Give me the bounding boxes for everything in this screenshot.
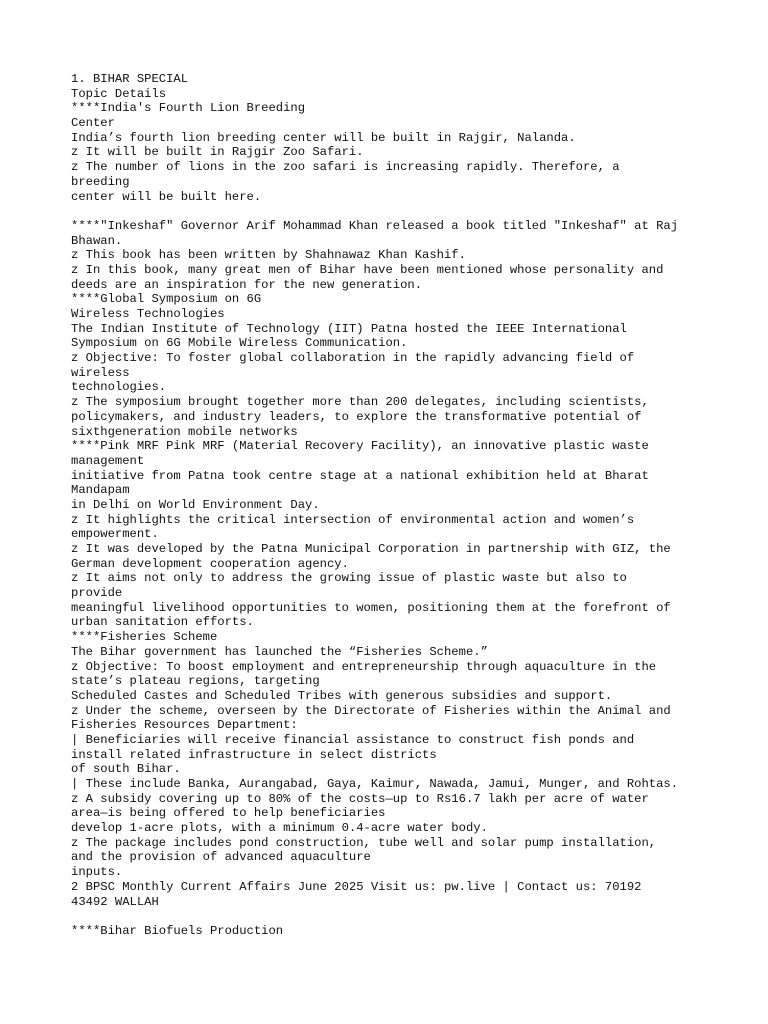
text-line: Topic Details <box>71 86 167 101</box>
text-line: ****Global Symposium on 6G <box>71 292 262 307</box>
text-line: of south Bihar. <box>71 762 181 777</box>
text-line: inputs. <box>71 865 123 880</box>
text-line: z Objective: To foster global collaboration in the rapidly advancing field of <box>71 351 635 366</box>
text-line: 43492 WALLAH <box>71 894 159 909</box>
text-line: z A subsidy covering up to 80% of the costs—up to Rs16.7 lakh per acre of water <box>71 791 649 806</box>
text-line: z The symposium brought together more than 200 delegates, including scientists, <box>71 395 649 410</box>
text-line: and the provision of advanced aquaculture <box>71 850 371 865</box>
text-line: in Delhi on World Environment Day. <box>71 497 320 512</box>
text-line: deeds are an inspiration for the new generation. <box>71 277 423 292</box>
text-line: develop 1-acre plots, with a minimum 0.4-acre water body. <box>71 821 488 836</box>
text-line: ****Pink MRF Pink MRF (Material Recovery Facility), an innovative plastic waste <box>71 439 649 454</box>
text-line: z It was developed by the Patna Municipal Corporation in partnership with GIZ, the <box>71 542 671 556</box>
text-line: z It will be built in Rajgir Zoo Safari. <box>71 145 364 160</box>
text-line: ****Bihar Biofuels Production <box>71 923 284 938</box>
text-line: Symposium on 6G Mobile Wireless Communication. <box>71 336 408 351</box>
text-line: z Under the scheme, overseen by the Directorate of Fisheries within the Animal and <box>71 703 671 718</box>
text-line: breeding <box>71 174 130 189</box>
text-line: Wireless Technologies <box>71 307 225 321</box>
text-line: Scheduled Castes and Scheduled Tribes with generous subsidies and support. <box>71 688 613 703</box>
text-line: initiative from Patna took centre stage at a national exhibition held at Bharat <box>71 468 649 483</box>
text-line: sixthgeneration mobile networks <box>71 424 298 439</box>
text-line: install related infrastructure in select districts <box>71 747 437 762</box>
text-line: meaningful livelihood opportunities to women, positioning them at the forefront of <box>71 600 671 615</box>
blank-line <box>71 909 761 924</box>
text-line: 2 BPSC Monthly Current Affairs June 2025 Visit us: pw.live | Contact us: 70192 <box>71 879 642 894</box>
text-line: z The package includes pond construction, tube well and solar pump installation, <box>71 835 657 850</box>
text-line: German development cooperation agency. <box>71 556 349 571</box>
text-line: provide <box>71 586 123 601</box>
text-line: ****"Inkeshaf" Governor Arif Mohammad Khan released a book titled "Inkeshaf" at Raj <box>71 218 679 233</box>
text-line: urban sanitation efforts. <box>71 615 254 630</box>
blank-line <box>71 204 761 219</box>
text-line: ****India's Fourth Lion Breeding <box>71 101 306 116</box>
text-line: center will be built here. <box>71 189 262 204</box>
text-line: z The number of lions in the zoo safari is increasing rapidly. Therefore, a <box>71 160 620 175</box>
text-line: 1. BIHAR SPECIAL <box>71 72 189 86</box>
text-line: | These include Banka, Aurangabad, Gaya, Kaimur, Nawada, Jamui, Munger, and Rohtas. <box>71 777 679 791</box>
text-line: India’s fourth lion breeding center will be built in Rajgir, Nalanda. <box>71 130 576 145</box>
text-line: z It highlights the critical intersection of environmental action and women’s <box>71 512 635 527</box>
text-line: technologies. <box>71 380 167 395</box>
text-line: ****Fisheries Scheme <box>71 630 218 645</box>
text-line: empowerment. <box>71 527 159 542</box>
text-line: area—is being offered to help beneficiaries <box>71 806 386 821</box>
text-line: The Indian Institute of Technology (IIT) Patna hosted the IEEE International <box>71 321 627 336</box>
text-line: wireless <box>71 365 130 380</box>
text-line: The Bihar government has launched the “Fisheries Scheme.” <box>71 644 488 659</box>
text-line: Bhawan. <box>71 233 123 248</box>
text-line: Fisheries Resources Department: <box>71 718 298 733</box>
text-line: z It aims not only to address the growing issue of plastic waste but also to <box>71 571 627 586</box>
text-line: | Beneficiaries will receive financial assistance to construct fish ponds and <box>71 732 635 747</box>
text-line: Center <box>71 116 115 131</box>
text-line: z This book has been written by Shahnawaz Khan Kashif. <box>71 248 466 263</box>
text-line: management <box>71 453 145 468</box>
text-line: state’s plateau regions, targeting <box>71 674 320 689</box>
text-line: z In this book, many great men of Bihar have been mentioned whose personality and <box>71 262 664 277</box>
document-page <box>71 72 761 939</box>
text-line: policymakers, and industry leaders, to explore the transformative potential of <box>71 409 642 424</box>
text-line: Mandapam <box>71 483 130 498</box>
text-line: z Objective: To boost employment and entrepreneurship through aquaculture in the <box>71 659 657 674</box>
